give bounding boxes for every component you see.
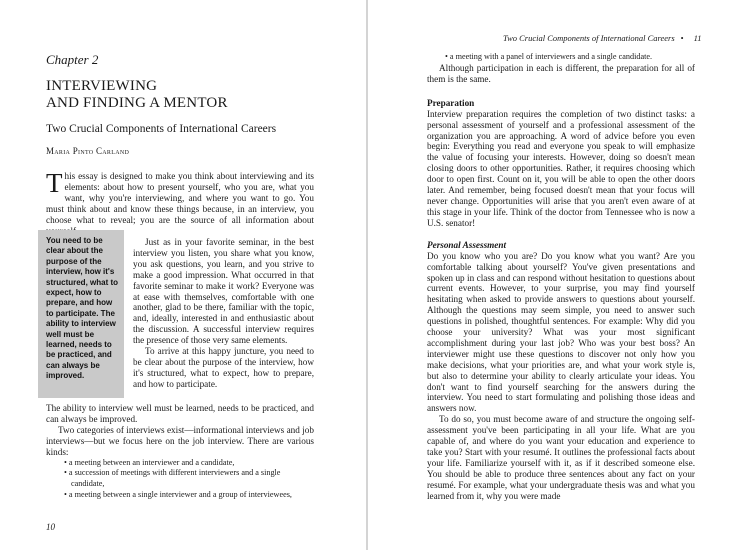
interview-kinds-list-continued xyxy=(427,52,695,63)
right-column-block xyxy=(427,52,695,502)
interview-categories-paragraph: Two categories of interviews exist—informational interviews and job interviews—but we focus here on the job interview. There are various kinds: xyxy=(46,424,314,457)
personal-assessment-heading: Personal Assessment xyxy=(427,239,507,250)
page-number-right: 11 xyxy=(693,33,702,43)
chapter-title xyxy=(46,78,228,112)
intro-paragraph-text: his essay is designed to make you think about interviewing and its elements: about how to present yourself, who you are, what you want, why you're interviewing, and where you want to go. You must think about and know these things because, in an interview, you choose what to reveal; you are the source of all information about xyxy=(46,171,314,225)
juncture-paragraph: To arrive at this happy juncture, you need to be clear about the purpose of the interview, how it's structured, what to expect, how to prepare, and how to participate. xyxy=(133,346,314,389)
preparation-heading: Preparation xyxy=(427,97,475,108)
right-page xyxy=(368,0,733,550)
interview-ability-paragraph: The ability to interview well must be learned, needs to be practiced, and can always be improved. xyxy=(46,403,314,424)
participation-paragraph: Although participation in each is different, the preparation for all of them is the same. xyxy=(427,62,695,84)
left-page xyxy=(0,0,366,550)
chapter-subtitle: Two Crucial Components of International Careers xyxy=(46,123,277,135)
running-head xyxy=(503,33,702,43)
author-name: Maria Pinto Carland xyxy=(46,146,130,156)
spacer xyxy=(427,85,695,98)
narrow-column-block xyxy=(133,237,314,390)
spacer xyxy=(427,229,695,240)
list-item: • a meeting between a single interviewer and a group of interviewees, xyxy=(64,490,314,501)
running-head-title: Two Crucial Components of International Careers xyxy=(503,33,675,43)
list-item: • a succession of meetings with different interviewers and a single candidate, xyxy=(64,468,314,490)
drop-cap: T xyxy=(46,168,63,198)
chapter-label: Chapter 2 xyxy=(46,52,99,67)
preparation-paragraph: Interview preparation requires the completion of two distinct tasks: a personal assessment of yourself and a professional assessment of the organization you are approaching. A word of advice before you even begin: Everything you read and everyone you speak to will emphasize the value of focusing your interests. However, doing so doesn't mean closing doors to other opportunities. Rather, it requires choosing which door to open first. Count on it, you will be able to open the other doors later. And remember, being focused doesn't mean that your focus will never change. Opportunities will arise that you aren't even aware of at this stage in your life. Think of the doctor from Tennessee who is now a U.S. senator! xyxy=(427,108,695,228)
interview-kinds-list xyxy=(46,458,314,502)
seminar-paragraph: Just as in your favorite seminar, in the best interview you listen, you share what you know, you ask questions, you learn, and you strive to make a good impression. What occurred in that favorite seminar to make it work? Everyone was at ease with themselves, comfortable with one another, glad to be there, familiar with the topic, and, ideally, interested in and enthusiastic about the discussion. A successful interview requires the presence of those very same elements. xyxy=(133,237,314,346)
running-head-bullet: • xyxy=(680,33,684,43)
page-number-left: 10 xyxy=(46,522,55,532)
self-assessment-paragraph: To do so, you must become aware of and structure the ongoing self-assessment you've been participating in all your life. What are you capable of, and where do you want your education and experience to take you? Start with your resumé. It outlines the professional facts about your life. Familiarize yourself with it, as if it described someone else. You should be able to produce three sentences about any fact on your resumé. For example, what your undergraduate thesis was and what you learned from it, why you were made xyxy=(427,414,695,501)
chapter-title-line-1: INTERVIEWING xyxy=(46,78,158,94)
intro-paragraph xyxy=(46,168,314,236)
list-item: • a meeting between an interviewer and a candidate, xyxy=(64,458,314,469)
chapter-title-line-2: AND FINDING A MENTOR xyxy=(46,95,228,111)
intro-paragraph-block xyxy=(46,168,314,236)
full-width-block xyxy=(46,403,314,501)
list-item: • a meeting with a panel of interviewers and a single candidate. xyxy=(445,52,695,63)
personal-assessment-paragraph: Do you know who you are? Do you know what you want? Are you comfortable talking about yourself? You've given presentations and spoken up in class and can respond without hesitation to questions about current events. However, to your surprise, you may find yourself hesitating when asked to provide answers to questions about yourself. Although the questions may seem simple, you need to answer such questions in polished, thoughtful sentences. For example: Why did you choose your university? What was your most significant accomplishment during your last job? Who was your best boss? An interviewer might use these questions to discover not only how you make decisions, what your priorities are, and what your work style is, but also to determine your ability to clearly articulate your ideas. You don't want to find yourself searching for the answers during the interview. You need to start formulating and polishing those ideas and answers now. xyxy=(427,250,695,414)
pull-quote-sidebar: You need to be clear about the purpose of the interview, how it's structured, what to expect, how to prepare, and how to participate. The ability to interview well must be learned, needs to be practiced, and can always be improved. xyxy=(38,230,124,398)
